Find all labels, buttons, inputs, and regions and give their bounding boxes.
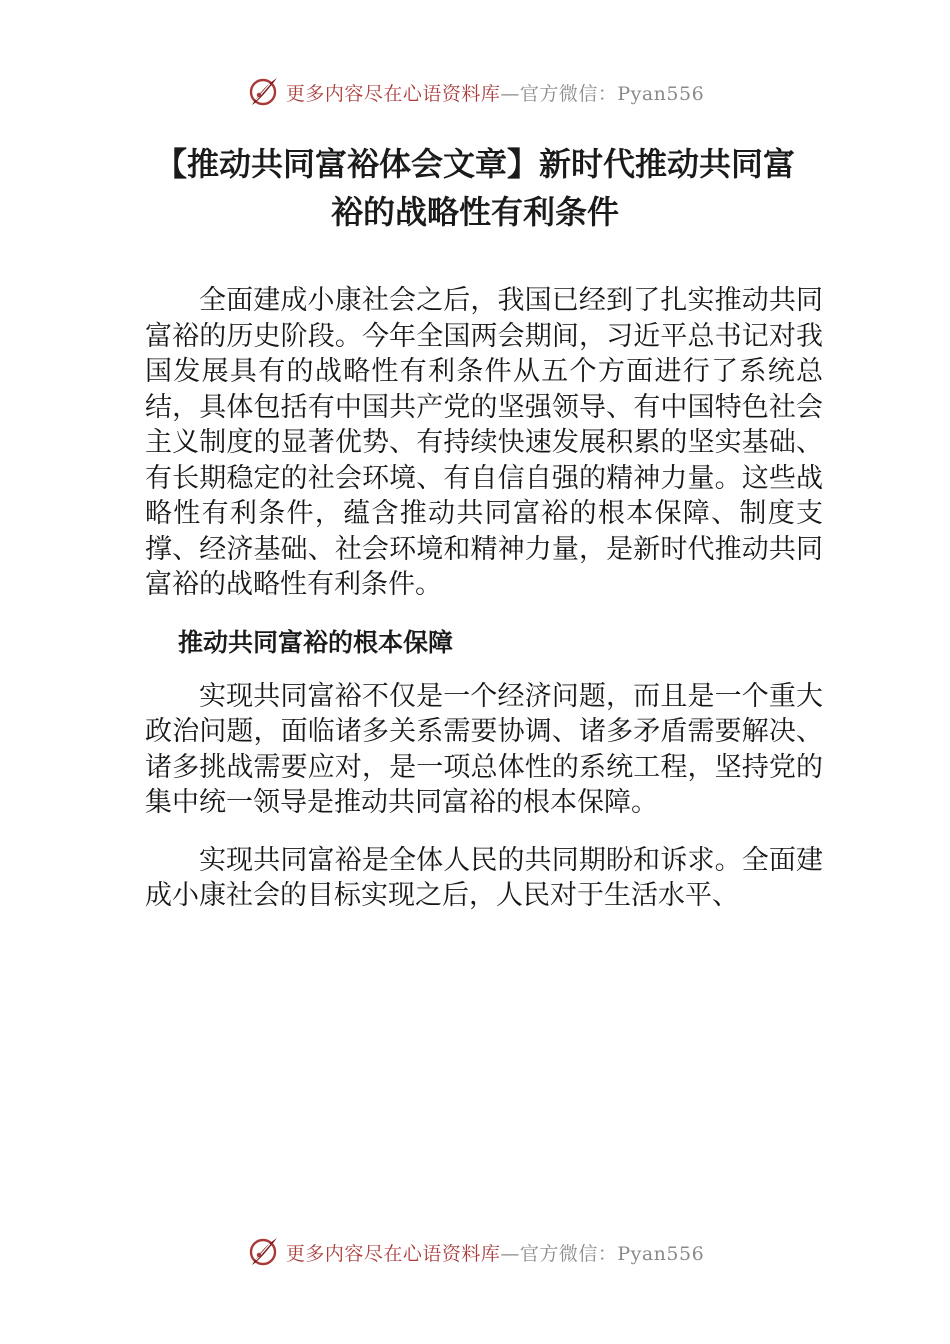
header-banner-separator: — xyxy=(500,82,520,105)
quill-circle-logo-icon xyxy=(246,75,280,109)
section-paragraph-2: 实现共同富裕是全体人民的共同期盼和诉求。全面建成小康社会的目标实现之后，人民对于生活水平、 xyxy=(145,844,823,911)
footer-banner-main: 更多内容尽在心语资料库 xyxy=(285,1242,501,1265)
footer-banner xyxy=(0,1232,950,1272)
footer-banner-separator: — xyxy=(500,1242,520,1265)
section-heading: 推动共同富裕的根本保障 xyxy=(178,627,454,657)
document-title: 【推动共同富裕体会文章】新时代推动共同富裕的战略性有利条件 xyxy=(154,145,795,231)
header-banner xyxy=(0,72,950,112)
header-banner-main: 更多内容尽在心语资料库 xyxy=(285,82,501,105)
header-banner-text xyxy=(286,79,704,106)
footer-banner-wechat: 官方微信：Pyan556 xyxy=(519,1242,705,1265)
section-paragraph-1: 实现共同富裕不仅是一个经济问题，而且是一个重大政治问题，面临诸多关系需要协调、诸多矛盾需要解决、诸多挑战需要应对，是一项总体性的系统工程，坚持党的集中统一领导是推动共同富裕的根本保障。 xyxy=(145,680,823,818)
intro-paragraph: 全面建成小康社会之后，我国已经到了扎实推动共同富裕的历史阶段。今年全国两会期间，习近平总书记对我国发展具有的战略性有利条件从五个方面进行了系统总结，具体包括有中国共产党的坚强领导、有中国特色社会主义制度的显著优势、有持续快速发展积累的坚实基础、有长期稳定的社会环境、有自信自强的精神力量。这些战略性有利条件，蕴含推动共同富裕的根本保障、制度支撑、经济基础、社会环境和精神力量，是新时代推动共同富裕的战略性有利条件。 xyxy=(145,285,823,600)
footer-banner-text xyxy=(286,1239,704,1266)
quill-circle-logo-icon xyxy=(246,1235,280,1269)
header-banner-wechat: 官方微信：Pyan556 xyxy=(519,82,705,105)
document-body xyxy=(145,283,823,936)
